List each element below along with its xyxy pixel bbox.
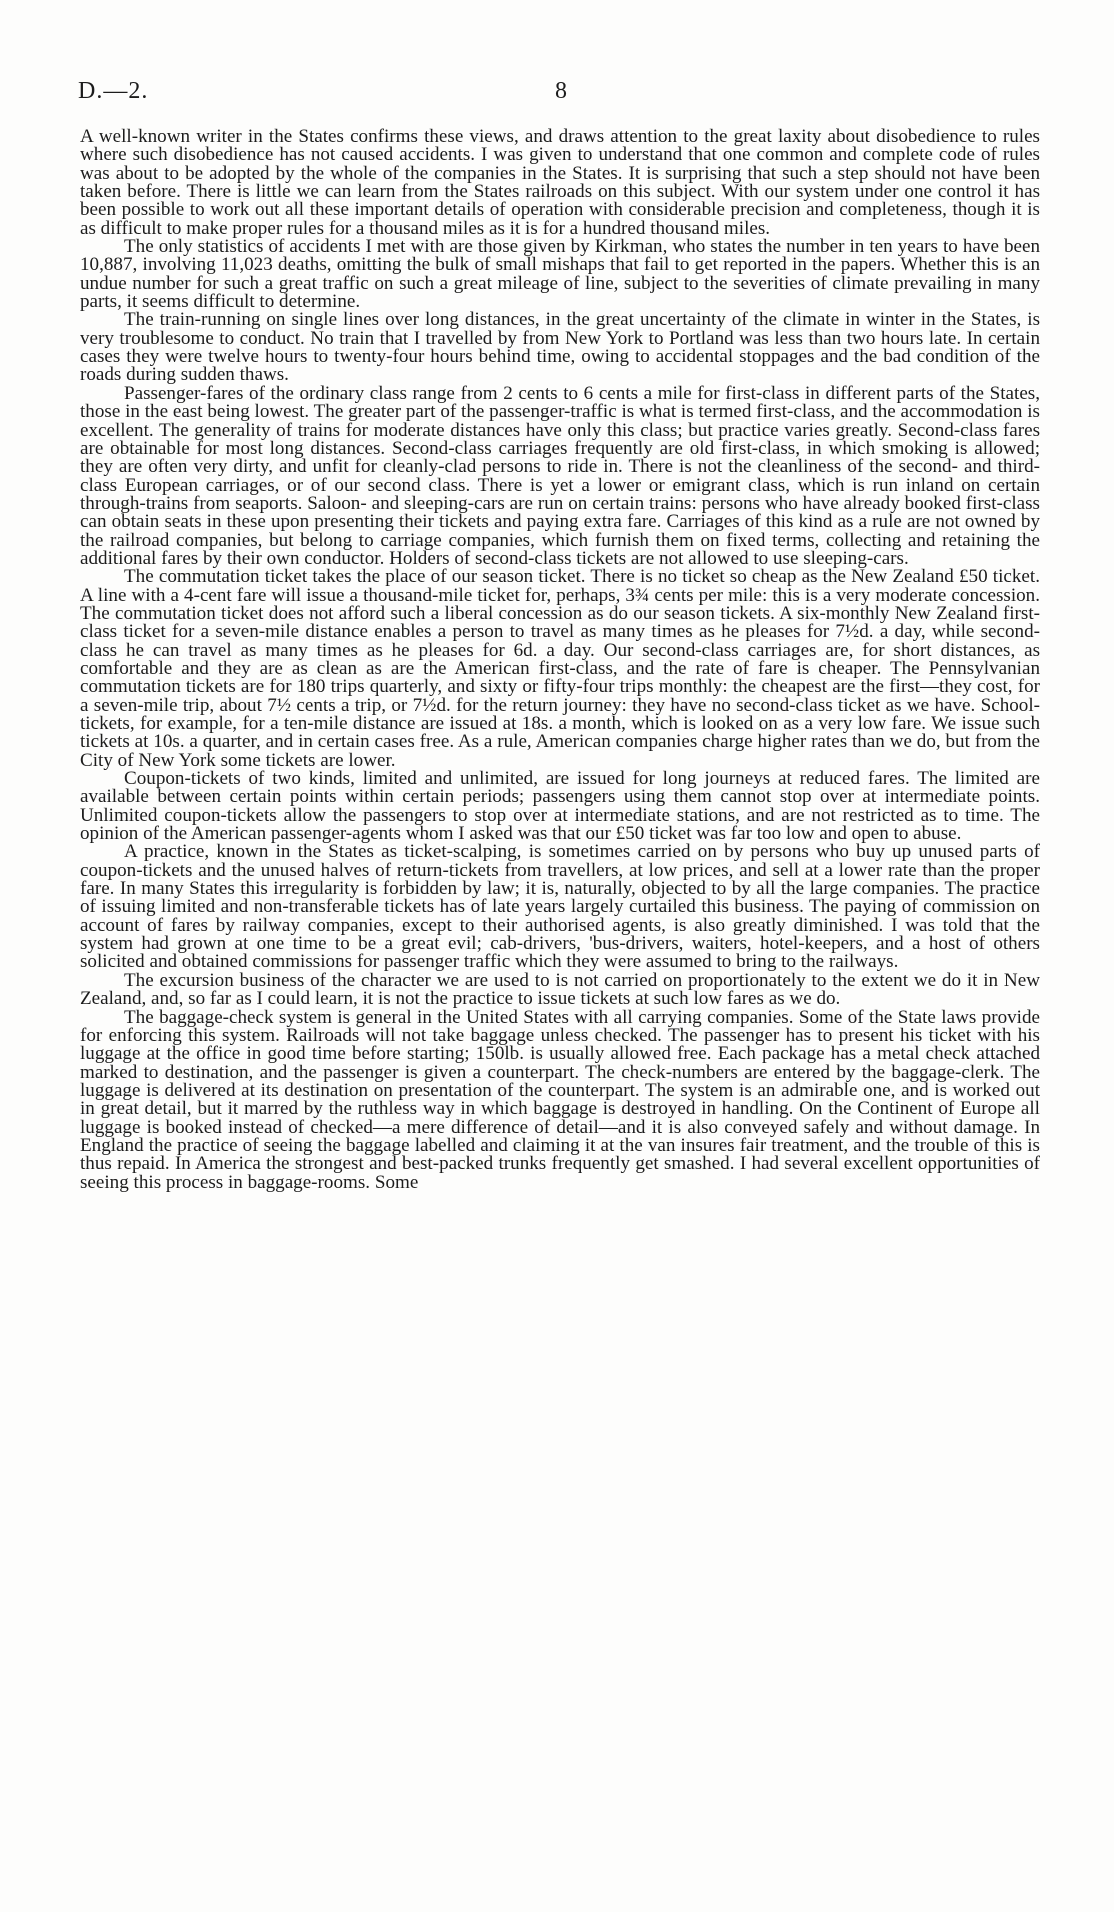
- paragraph-rules: A well-known writer in the States confirms these views, and draws attention to the great laxity about disobedience to rules where such disobedience has not caused accidents. I was given to understand that one common and complete code of rules was about to be adopted by the whole of the companies in the States. It is surprising that such a step should not have been taken before. There is little we can learn from the States railroads on this subject. With our system under one control it has been possible to work out all these important details of operation with considerable precision and completeness, though it is as difficult to make proper rules for a thousand miles as it is for a hundred thousand miles.: [80, 126, 1040, 239]
- paragraph-train-running: The train-running on single lines over long distances, in the great uncertainty of the climate in winter in the States, is very troublesome to conduct. No train that I travelled by from New York to Portland was less than two hours late. In certain cases they were twelve hours to twenty-four hours behind time, owing to accidental stoppages and the bad condition of the roads during sudden thaws.: [80, 309, 1040, 386]
- page-number: 8: [555, 78, 567, 104]
- paragraph-commutation-ticket: The commutation ticket takes the place of our season ticket. There is no ticket so cheap as the New Zealand £50 ticket. A line with a 4-cent fare will issue a thousand-mile ticket for, perhaps, 3¾ cents per mile: this is a very moderate concession. The commutation ticket does not afford such a liberal concession as do our season tickets. A six-monthly New Zealand first-class ticket for a seven-mile distance enables a person to travel as many times as he pleases for 7½d. a day, while second-class he can travel as many times as he pleases for 6d. a day. Our second-class carriages are, for short distances, as comfortable and they are as clean as are the American first-class, and the rate of fare is cheaper. The Pennsylvanian commutation tickets are for 180 trips quarterly, and sixty or fifty-four trips monthly: the cheapest are the first—they cost, for a seven-mile trip, about 7½ cents a trip, or 7½d. for the return journey: they have no second-class ticket as we have. School-tickets, for example, for a ten-mile distance are issued at 18s. a month, which is looked on as a very low fare. We issue such tickets at 10s. a quarter, and in certain cases free. As a rule, American companies charge higher rates than we do, but from the City of New York some tickets are lower.: [80, 566, 1040, 771]
- document-reference: D.—2.: [78, 78, 149, 104]
- paragraph-accident-statistics: The only statistics of accidents I met with are those given by Kirkman, who states the number in ten years to have been 10,887, involving 11,023 deaths, omitting the bulk of small mishaps that fail to get reported in the papers. Whether this is an undue number for such a great traffic on such a great mileage of line, subject to the severities of climate prevailing in many parts, it seems difficult to determine.: [80, 236, 1040, 313]
- body-text: [80, 128, 1040, 1192]
- paragraph-ticket-scalping: A practice, known in the States as ticket-scalping, is sometimes carried on by persons who buy up unused parts of coupon-tickets and the unused halves of return-tickets from travellers, at low prices, and sell at a lower rate than the proper fare. In many States this irregularity is forbidden by law; it is, naturally, objected to by all the large companies. The practice of issuing limited and non-transferable tickets has of late years largely curtailed this business. The paying of commission on account of fares by railway companies, except to their authorised agents, is also greatly diminished. I was told that the system had grown at one time to be a great evil; cab-drivers, 'bus-drivers, waiters, hotel-keepers, and a host of others solicited and obtained commissions for passenger traffic which they were assumed to bring to the railways.: [80, 841, 1040, 973]
- page-header: [78, 78, 1038, 108]
- paragraph-excursion-business: The excursion business of the character we are used to is not carried on proportionately to the extent we do it in New Zealand, and, so far as I could learn, it is not the practice to issue tickets at such low fares as we do.: [80, 969, 1040, 1010]
- paragraph-coupon-tickets: Coupon-tickets of two kinds, limited and unlimited, are issued for long journeys at reduced fares. The limited are available between certain points within certain periods; passengers using them cannot stop over at intermediate points. Unlimited coupon-tickets allow the passengers to stop over at intermediate stations, and are not restricted as to time. The opinion of the American passenger-agents whom I asked was that our £50 ticket was far too low and open to abuse.: [80, 768, 1040, 845]
- paragraph-baggage-check: The baggage-check system is general in the United States with all carrying companies. Some of the State laws provide for enforcing this system. Railroads will not take baggage unless checked. The passenger has to present his ticket with his luggage at the office in good time before starting; 150lb. is usually allowed free. Each package has a metal check attached marked to destination, and the passenger is given a counterpart. The check-numbers are entered by the baggage-clerk. The luggage is delivered at its destination on presentation of the counterpart. The system is an admirable one, and is worked out in great detail, but it marred by the ruthless way in which baggage is destroyed in handling. On the Continent of Europe all luggage is booked instead of checked—a mere difference of detail—and it is also conveyed safely and without damage. In England the practice of seeing the baggage labelled and claiming it at the van insures fair treatment, and the trouble of this is thus repaid. In America the strongest and best-packed trunks frequently get smashed. I had several excellent opportunities of seeing this process in baggage-rooms. Some: [80, 1006, 1040, 1193]
- paragraph-passenger-fares: Passenger-fares of the ordinary class range from 2 cents to 6 cents a mile for first-class in different parts of the States, those in the east being lowest. The greater part of the passenger-traffic is what is termed first-class, and the accommodation is excellent. The generality of trains for moderate distances have only this class; but practice varies greatly. Second-class fares are obtainable for most long distances. Second-class carriages frequently are old first-class, in which smoking is allowed; they are often very dirty, and unfit for cleanly-clad persons to ride in. There is not the cleanliness of the second- and third-class European carriages, or of our second class. There is yet a lower or emigrant class, which is run inland on certain through-trains from seaports. Saloon- and sleeping-cars are run on certain trains: persons who have already booked first-class can obtain seats in these upon presenting their tickets and paying extra fare. Carriages of this kind as a rule are not owned by the railroad companies, but belong to carriage companies, which furnish them on fixed terms, collecting and retaining the additional fares by their own conductor. Holders of second-class tickets are not allowed to use sleeping-cars.: [80, 382, 1040, 569]
